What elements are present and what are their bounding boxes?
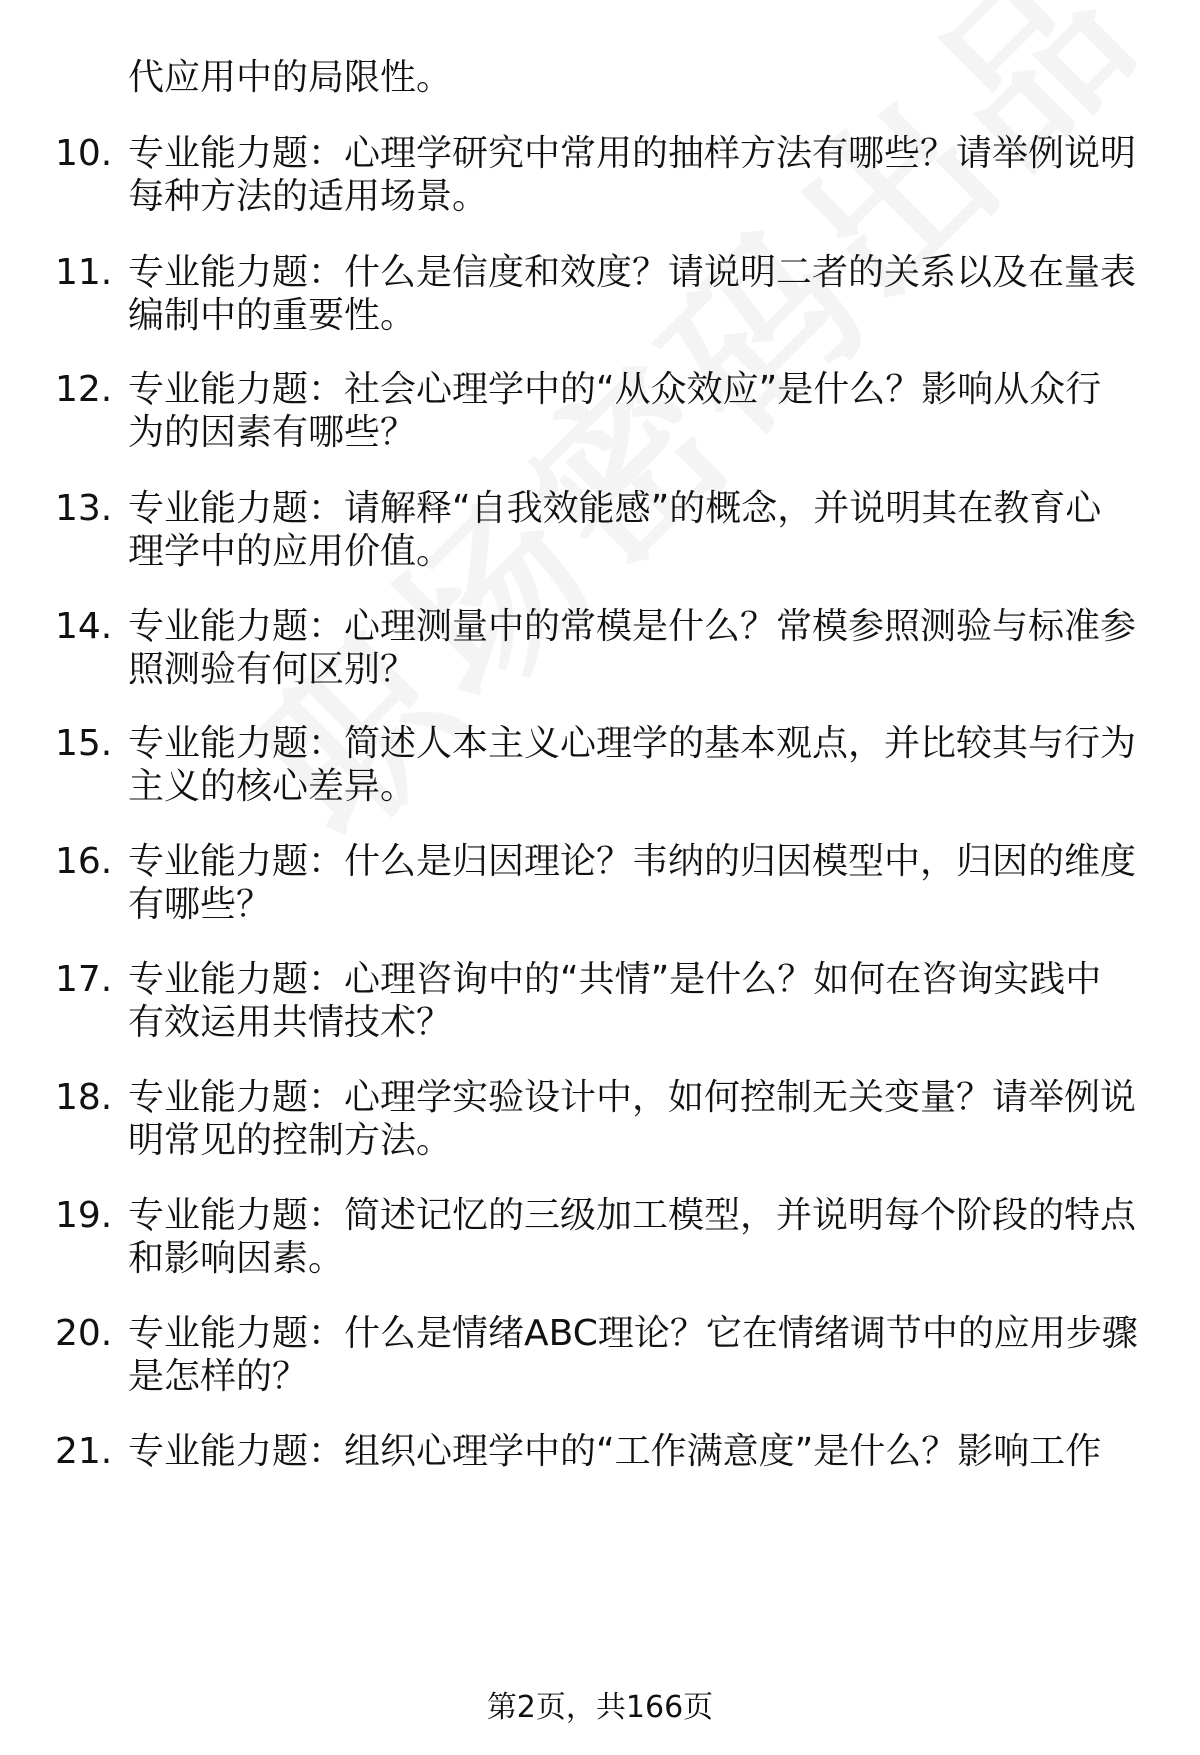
question-number: 17. [55,959,113,1000]
question-text-line: 专业能力题：什么是归因理论？韦纳的归因模型中，归因的维度 [128,841,1137,882]
question-text-line: 专业能力题：组织心理学中的“工作满意度”是什么？影响工作 [128,1431,1102,1472]
question-number: 21. [55,1431,113,1472]
question-text-line: 主义的核心差异。 [128,766,417,807]
question-number: 19. [55,1195,113,1236]
question-text-line: 明常见的控制方法。 [128,1120,453,1161]
question-number: 12. [55,369,113,410]
question-text-line: 每种方法的适用场景。 [128,176,489,217]
question-number: 16. [55,841,113,882]
question-text-line: 编制中的重要性。 [128,295,417,336]
question-text-line: 专业能力题：什么是信度和效度？请说明二者的关系以及在量表 [128,252,1137,293]
question-number: 10. [55,133,113,174]
question-text-line: 理学中的应用价值。 [128,531,453,572]
question-number: 15. [55,723,113,764]
question-text-line: 专业能力题：社会心理学中的“从众效应”是什么？影响从众行 [128,369,1102,410]
question-text-line: 有效运用共情技术？ [128,1002,453,1043]
question-text-line: 专业能力题：什么是情绪ABC理论？它在情绪调节中的应用步骤 [128,1313,1138,1354]
question-number: 18. [55,1077,113,1118]
question-text-line: 专业能力题：心理咨询中的“共情”是什么？如何在咨询实践中 [128,959,1102,1000]
question-text-line: 专业能力题：简述人本主义心理学的基本观点，并比较其与行为 [128,723,1137,764]
question-text-line: 专业能力题：心理学研究中常用的抽样方法有哪些？请举例说明 [128,133,1137,174]
question-text-line: 为的因素有哪些？ [128,412,417,453]
question-number: 11. [55,252,113,293]
question-text-line: 代应用中的局限性。 [128,57,453,98]
question-number: 20. [55,1313,113,1354]
page-footer: 第2页，共166页 [486,1690,714,1725]
question-text-line: 专业能力题：简述记忆的三级加工模型，并说明每个阶段的特点 [128,1195,1137,1236]
question-text-line: 专业能力题：请解释“自我效能感”的概念，并说明其在教育心 [128,488,1102,529]
question-text-line: 专业能力题：心理学实验设计中，如何控制无关变量？请举例说 [128,1077,1137,1118]
question-number: 13. [55,488,113,529]
question-text-line: 是怎样的？ [128,1356,309,1397]
question-text-line: 和影响因素。 [128,1238,345,1279]
question-text-line: 照测验有何区别？ [128,649,417,690]
question-text-line: 专业能力题：心理测量中的常模是什么？常模参照测验与标准参 [128,606,1137,647]
question-number: 14. [55,606,113,647]
question-text-line: 有哪些？ [128,884,273,925]
